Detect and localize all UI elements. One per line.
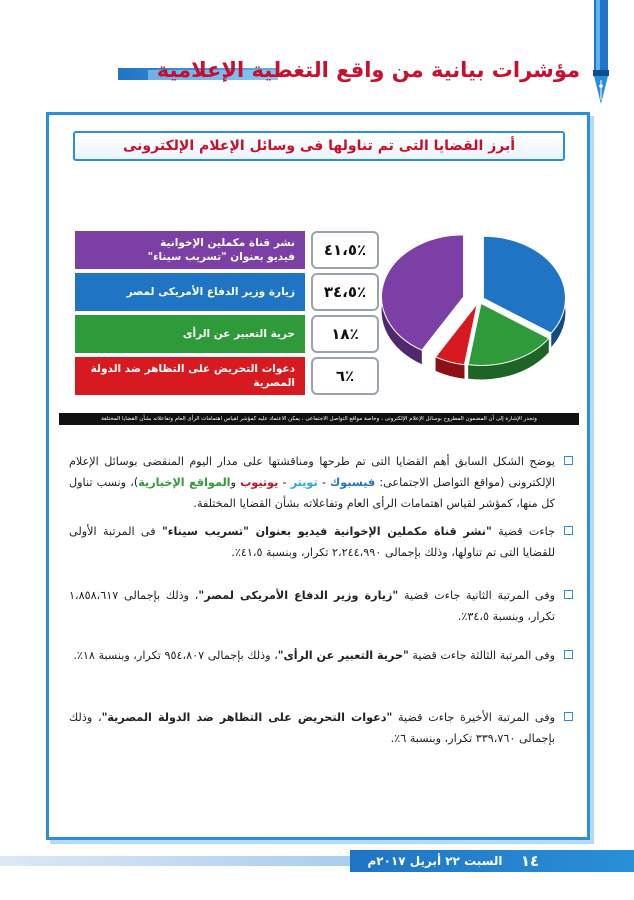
pct-label-2: ٪٣٤،٥ (311, 273, 379, 311)
p1-sep1: - (317, 476, 331, 489)
content-frame (46, 112, 590, 840)
p5-text-a: وفى المرتبة الأخيرة جاءت قضية (392, 711, 556, 724)
p1-and: و (230, 476, 241, 489)
footer-decor-bar (0, 856, 350, 866)
bullet-icon (564, 712, 573, 721)
p1-youtube: يوتيوب (240, 476, 279, 489)
p1-twitter: تويتر (290, 476, 318, 489)
bullet-icon (564, 650, 573, 659)
chart-title-box (73, 131, 565, 161)
page-title: مؤشرات بيانية من واقع التغطية الإعلامية (156, 58, 580, 82)
legend-label-2: زيارة وزير الدفاع الأمريكى لمصر (126, 285, 295, 298)
p5-text-b: ، وذلك بإجمالى ٣٣٩،٧٦٠ تكرار، وبنسبة ٦٪. (69, 711, 555, 745)
paragraph-2 (69, 521, 569, 563)
p2-bold: "نشر قناة مكملين الإخوانية فيديو بعنوان "تسريب سيناء" (161, 525, 492, 538)
pie-chart (379, 215, 569, 405)
pct-label-4: ٪٦ (311, 357, 379, 395)
chart-area (69, 215, 569, 415)
paragraph-3 (69, 585, 569, 627)
legend-label-1-line2: فيديو بعنوان "تسريب سيناء" (147, 251, 295, 263)
paragraph-5 (69, 707, 569, 749)
pct-label-1: ٪٤١،٥ (311, 231, 379, 269)
p2-text-a: جاءت قضية (491, 525, 555, 538)
bullet-icon (564, 526, 573, 535)
p4-text-b: ، وذلك بإجمالى ٩٥٤،٨٠٧ تكرار، وبنسبة ١٨٪. (73, 649, 278, 662)
p2-text-b: فى المرتبة الأولى للقضايا التى تم تناولها، وذلك بإجمالى ٢،٢٤٤،٩٩٠ تكرار، وبنسبة ٤١،٥٪. (69, 525, 555, 559)
legend-label-3: حرية التعبير عن الرأى (182, 327, 295, 340)
legend-label-4: دعوات التحريض على التظاهر ضد الدولة المصرية (90, 362, 295, 389)
p3-bold: "زيارة وزير الدفاع الأمريكى لمصر" (198, 589, 399, 602)
p3-text-b: ، وذلك بإجمالى ١،٨٥٨،٦١٧ تكرار، وبنسبة ٣٤،٥٪. (69, 589, 555, 623)
p1-text-b: )، ونسب تناول كل منها، كمؤشر لقياس اهتمامات الرأى العام وتفاعلاته بشأن القضايا المختلفة. (69, 476, 555, 510)
p1-sep2: - (278, 476, 291, 489)
bullet-icon (564, 590, 573, 599)
pct-label-3: ٪١٨ (311, 315, 379, 353)
legend-bar-3 (75, 315, 305, 353)
footer-date: السبت ٢٢ أبريل ٢٠١٧م (367, 854, 503, 868)
p1-facebook: فيسبوك (330, 476, 376, 489)
p5-bold: "دعوات التحريض على التظاهر ضد الدولة المصرية" (101, 711, 393, 724)
p1-news: المواقع الإخبارية (138, 476, 231, 489)
legend-label-1 (148, 236, 295, 264)
chart-title: أبرز القضايا التى تم تناولها فى وسائل الإعلام الإلكترونى (122, 138, 516, 154)
legend-bar-2 (75, 273, 305, 311)
legend-bar-4 (75, 357, 305, 395)
page-header (118, 58, 588, 86)
legend-bar-1 (75, 231, 305, 269)
p4-text-a: وفى المرتبة الثالثة جاءت قضية (408, 649, 555, 662)
paragraph-4 (69, 645, 569, 666)
bullet-icon (564, 456, 573, 465)
page-number: ١٤ (520, 852, 540, 870)
fountain-pen-icon (590, 0, 612, 110)
legend-label-1-line1: نشر قناة مكملين الإخوانية (160, 236, 295, 249)
chart-footnote: وتجدر الإشارة إلى أن المضمون المطروح بوسائل الإعلام الإلكترونى ، وخاصة مواقع التواصل الاجتماعى ، يمكن الاعتماد عليه كمؤشر لقياس اهتمامات الرأى العام وتفاعلاته بشأن القضايا المختلفة (59, 413, 579, 425)
p1-text-a: يوضح الشكل السابق أهم القضايا التى تم طرحها ومناقشتها على مدار اليوم المنقضى بوسائل الإعلام الإلكترونى (مواقع التواصل الاجتماعى: (69, 455, 556, 489)
paragraph-1 (69, 451, 569, 514)
p3-text-a: وفى المرتبة الثانية جاءت قضية (398, 589, 555, 602)
p4-bold: "حرية التعبير عن الرأى" (277, 649, 409, 662)
